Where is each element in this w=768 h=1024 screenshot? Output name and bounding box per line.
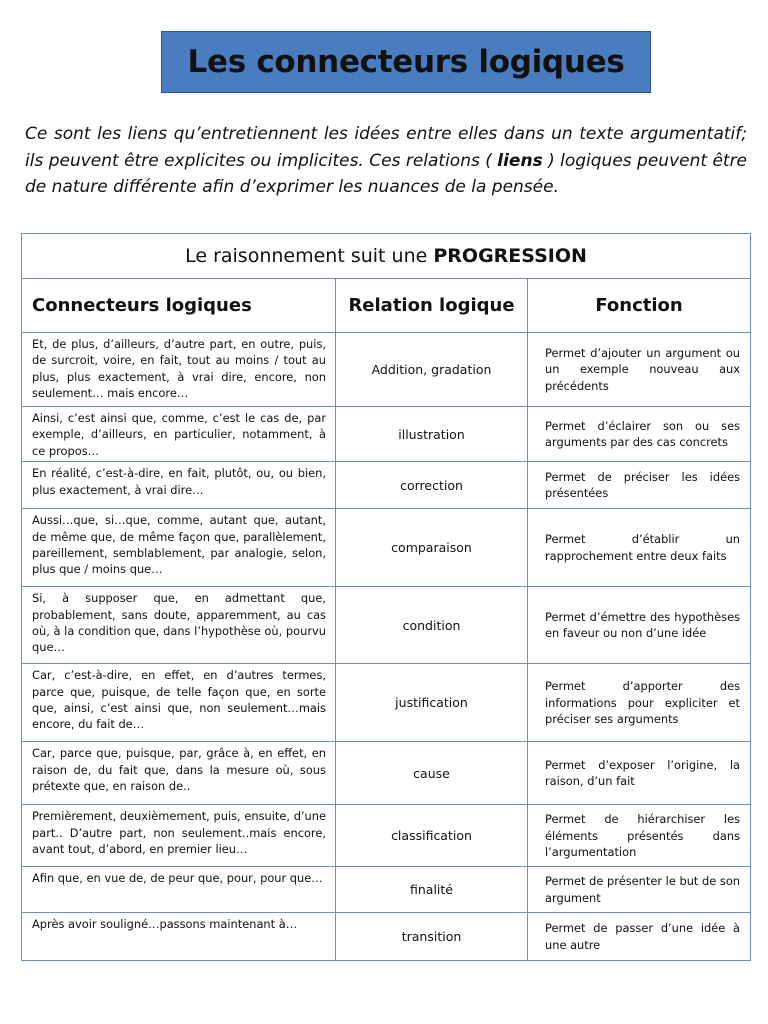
connecteurs-cell: En réalité, c’est-à-dire, en fait, plutôt, ou, ou bien, plus exactement, à vrai dire… [22, 462, 336, 509]
connecteurs-cell: Premièrement, deuxièmement, puis, ensuite, d’une part.. D’autre part, non seulement..mais encore, avant tout, d’abord, en premier lieu… [22, 805, 336, 867]
connecteurs-cell: Après avoir souligné…passons maintenant à… [22, 913, 336, 961]
connecteurs-cell: Ainsi, c’est ainsi que, comme, c’est le cas de, par exemple, d’ailleurs, en particulier, notamment, à ce propos… [22, 407, 336, 462]
fonction-cell: Permet d’établir un rapprochement entre deux faits [528, 509, 751, 587]
banner-row [22, 234, 751, 279]
connecteurs-cell: Si, à supposer que, en admettant que, probablement, sans doute, apparemment, au cas où, à la condition que, dans l’hypothèse où, pourvu que… [22, 587, 336, 664]
table-row [22, 587, 751, 664]
column-header-connecteurs: Connecteurs logiques [22, 279, 336, 333]
table-row [22, 462, 751, 509]
connecteurs-cell: Et, de plus, d’ailleurs, d’autre part, en outre, puis, de surcroit, voire, en fait, tout au moins / tout au plus, plus exactement, à vrai dire, encore, non seulement… mais encore… [22, 333, 336, 407]
connecteurs-cell: Aussi…que, si…que, comme, autant que, autant, de même que, de même façon que, parallèlement, pareillement, semblablement, par analogie, selon, plus que / moins que… [22, 509, 336, 587]
progression-banner [22, 234, 751, 279]
column-header-fonction: Fonction [528, 279, 751, 333]
column-header-relation: Relation logique [336, 279, 528, 333]
table-row [22, 509, 751, 587]
connecteurs-cell: Car, c’est-à-dire, en effet, en d’autres termes, parce que, puisque, de telle façon que, en sorte que, ainsi, c’est ainsi que, non seulement…mais encore, du fait de… [22, 664, 336, 742]
title-box [161, 31, 651, 93]
fonction-cell: Permet d’exposer l’origine, la raison, d’un fait [528, 742, 751, 805]
connectors-table [21, 233, 751, 961]
table-row [22, 664, 751, 742]
fonction-cell: Permet d’apporter des informations pour expliciter et préciser ses arguments [528, 664, 751, 742]
table-row [22, 742, 751, 805]
table-row [22, 913, 751, 961]
relation-cell: finalité [336, 867, 528, 913]
page-title: Les connecteurs logiques [187, 44, 625, 80]
intro-text-part2: ) logiques peuvent être de nature différente afin d’exprimer les nuances de la pensée. [25, 150, 748, 197]
intro-text-part1: Ce sont les liens qu’entretiennent les idées entre elles dans un texte argumentatif; ils peuvent être explicites ou implicites. Ces relations ( [25, 124, 747, 171]
fonction-cell: Permet de hiérarchiser les éléments présentés dans l’argumentation [528, 805, 751, 867]
intro-text-bold: liens [497, 150, 543, 171]
relation-cell: condition [336, 587, 528, 664]
relation-cell: justification [336, 664, 528, 742]
relation-cell: Addition, gradation [336, 333, 528, 407]
banner-bold: PROGRESSION [433, 245, 587, 267]
fonction-cell: Permet de présenter le but de son argument [528, 867, 751, 913]
relation-cell: illustration [336, 407, 528, 462]
relation-cell: correction [336, 462, 528, 509]
connecteurs-cell: Car, parce que, puisque, par, grâce à, en effet, en raison de, du fait que, dans la mesure où, sous prétexte que, en raison de.. [22, 742, 336, 805]
banner-prefix: Le raisonnement suit une [185, 245, 434, 267]
intro-paragraph [25, 121, 747, 201]
fonction-cell: Permet d’émettre des hypothèses en faveur ou non d’une idée [528, 587, 751, 664]
relation-cell: transition [336, 913, 528, 961]
fonction-cell: Permet d’ajouter un argument ou un exemple nouveau aux précédents [528, 333, 751, 407]
header-row [22, 279, 751, 333]
fonction-cell: Permet d’éclairer son ou ses arguments par des cas concrets [528, 407, 751, 462]
fonction-cell: Permet de préciser les idées présentées [528, 462, 751, 509]
fonction-cell: Permet de passer d’une idée à une autre [528, 913, 751, 961]
relation-cell: cause [336, 742, 528, 805]
connecteurs-cell: Afin que, en vue de, de peur que, pour, pour que… [22, 867, 336, 913]
table-row [22, 407, 751, 462]
relation-cell: comparaison [336, 509, 528, 587]
relation-cell: classification [336, 805, 528, 867]
table-body [22, 234, 751, 961]
table-row [22, 805, 751, 867]
table-row [22, 867, 751, 913]
table-row [22, 333, 751, 407]
